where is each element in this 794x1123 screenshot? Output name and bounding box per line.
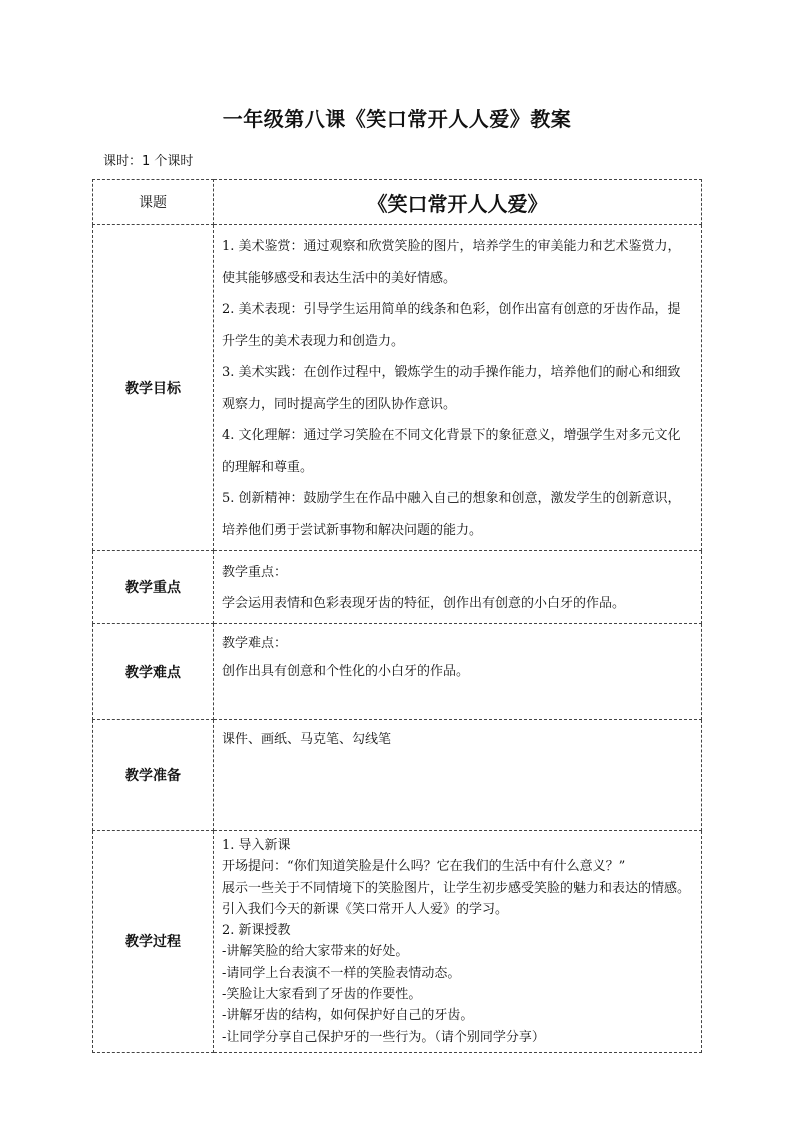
row-label-process: 教学过程 [93,831,214,1053]
row-label-preparation: 教学准备 [93,720,214,831]
process-line: -讲解笑脸的给大家带来的好处。 [222,944,409,960]
subject-value: 《笑口常开人人爱》 [214,180,702,225]
difficulties-content [214,624,702,720]
goal-item: 1. 美术鉴赏：通过观察和欣赏笑脸的图片，培养学生的审美能力和艺术鉴赏力，使其能够感受和表达生活中的美好情感。 [222,239,681,286]
goal-item: 2. 美术表现：引导学生运用简单的线条和色彩，创作出富有创意的牙齿作品，提升学生的美术表现力和创造力。 [222,302,681,349]
lesson-plan-table [92,179,702,1053]
process-line: 1. 导入新课 [222,838,291,853]
table-row-key-points [93,551,702,624]
difficulties-text: 创作出具有创意和个性化的小白牙的作品。 [222,664,470,679]
process-content [214,831,702,1053]
preparation-content: 课件、画纸、马克笔、勾线笔 [214,720,702,831]
row-label-goals: 教学目标 [93,225,214,551]
process-line: -讲解牙齿的结构，如何保护好自己的牙齿。 [222,1008,474,1024]
table-row-preparation [93,720,702,831]
document-title: 一年级第八课《笑口常开人人爱》教案 [222,107,572,131]
process-line: -请同学上台表演不一样的笑脸表情动态。 [222,965,461,981]
difficulties-heading: 教学难点： [222,636,288,651]
table-row-difficulties [93,624,702,720]
goal-item: 3. 美术实践：在创作过程中，锻炼学生的动手操作能力，培养他们的耐心和细致观察力，同时提高学生的团队协作意识。 [222,365,681,412]
table-row-process [93,831,702,1053]
process-line: -笑脸让大家看到了牙齿的作要性。 [222,987,422,1003]
key-points-heading: 教学重点： [222,565,288,580]
goal-item: 4. 文化理解：通过学习笑脸在不同文化背景下的象征意义，增强学生对多元文化的理解和尊重。 [222,428,681,475]
key-points-content [214,551,702,624]
lesson-duration: 课时：1 个课时 [103,154,194,169]
process-line: 展示一些关于不同情境下的笑脸图片，让学生初步感受笑脸的魅力和表达的情感。引入我们今天的新课《笑口常开人人爱》的学习。 [222,880,691,917]
goals-content [214,225,702,551]
row-label-subject: 课题 [93,180,214,225]
process-line: -让同学分享自己保护牙的一些行为。（请个别同学分享） [222,1029,545,1045]
table-row-subject [93,180,702,225]
process-line: 2. 新课授教 [222,923,291,939]
table-row-goals [93,225,702,551]
process-line: 开场提问：“你们知道笑脸是什么吗？它在我们的生活中有什么意义？” [222,859,626,875]
row-label-key-points: 教学重点 [93,551,214,624]
key-points-text: 学会运用表情和色彩表现牙齿的特征，创作出有创意的小白牙的作品。 [222,596,626,611]
row-label-difficulties: 教学难点 [93,624,214,720]
goal-item: 5. 创新精神：鼓励学生在作品中融入自己的想象和创意，激发学生的创新意识，培养他们勇于尝试新事物和解决问题的能力。 [222,491,681,538]
